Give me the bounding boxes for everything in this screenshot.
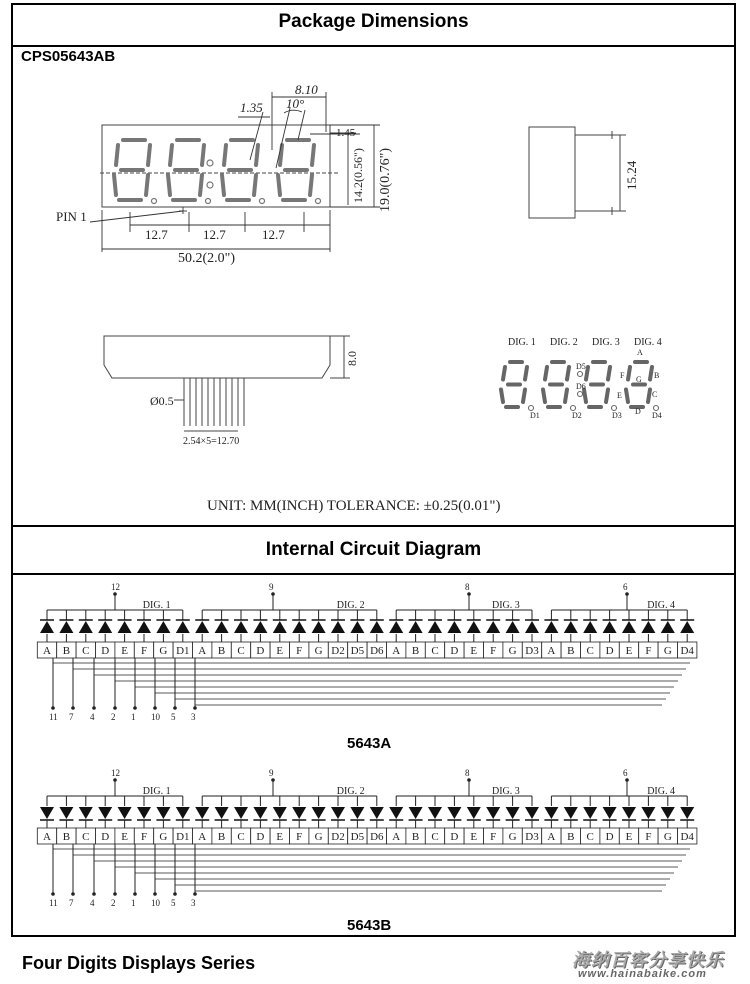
segment-cell-label: G — [663, 831, 672, 843]
segment-cell-label: E — [625, 831, 633, 843]
pin-dot — [193, 706, 197, 710]
circuit-5643a — [0, 580, 750, 760]
digit-label: DIG. 2 — [336, 786, 365, 797]
pin-dot — [173, 892, 177, 896]
led-diode — [98, 807, 112, 819]
led-diode — [680, 621, 694, 633]
segment-pin-number: 5 — [171, 712, 176, 722]
segment-cell-label: C — [586, 831, 594, 843]
dim-15-24: 15.24 — [624, 160, 639, 190]
seg-label: G — [636, 375, 642, 384]
segment-pin-number: 5 — [171, 898, 176, 908]
led-diode — [137, 807, 151, 819]
footer-series-title: Four Digits Displays Series — [22, 953, 256, 973]
led-diode — [253, 807, 267, 819]
segment — [200, 175, 202, 195]
led-diode — [661, 807, 675, 819]
segment — [312, 145, 314, 165]
led-diode — [447, 807, 461, 819]
led-diode — [428, 807, 442, 819]
seg-label: D1 — [530, 411, 540, 420]
segment — [224, 145, 226, 165]
led-diode — [564, 621, 578, 633]
pin-dot — [113, 706, 117, 710]
segment-cell-label: B — [217, 831, 226, 843]
segment-cell-label: A — [43, 645, 51, 657]
segment — [116, 145, 118, 165]
segment-cell-label: E — [121, 645, 128, 657]
divider — [13, 573, 734, 575]
seg-label: D5 — [576, 362, 586, 371]
pin-dot — [51, 892, 55, 896]
led-diode — [428, 621, 442, 633]
segment-cell-label: D1 — [176, 645, 190, 657]
led-diode — [447, 621, 461, 633]
segment — [565, 390, 567, 403]
segment — [256, 145, 258, 165]
segment-pin-number: 1 — [131, 712, 136, 722]
led-diode — [215, 807, 229, 819]
segment-cell-label: E — [276, 645, 284, 657]
segment — [278, 175, 280, 195]
segment-cell-label: F — [296, 831, 303, 843]
segment-cell-label: F — [645, 831, 652, 843]
led-diode — [370, 807, 384, 819]
led-diode — [389, 621, 403, 633]
led-diode — [525, 621, 539, 633]
digit-label: DIG. 4 — [647, 600, 675, 611]
led-diode — [467, 807, 481, 819]
segment — [525, 367, 527, 380]
front-view-digits — [114, 140, 321, 204]
watermark-url: www.hainabaike.com — [578, 968, 707, 980]
colon-dot — [207, 160, 213, 166]
led-diode — [79, 807, 93, 819]
segment — [586, 367, 588, 380]
segment-pin-number: 3 — [191, 712, 196, 722]
digit-pin-number: 6 — [623, 768, 628, 778]
digit-pin-number: 6 — [623, 582, 628, 592]
led-diode — [486, 621, 500, 633]
led-diode — [350, 807, 364, 819]
segment-cell-label: D — [605, 831, 614, 843]
segment-cell-label: C — [431, 831, 439, 843]
decimal-point — [316, 199, 321, 204]
segment-cell-label: F — [296, 645, 303, 657]
segment-cell-label: G — [314, 831, 323, 843]
pin-dot — [71, 892, 75, 896]
segment — [222, 175, 224, 195]
segment-cell-label: A — [392, 645, 401, 657]
segment-cell-label: A — [547, 645, 556, 657]
segment-cell-label: B — [411, 645, 420, 657]
led-diode — [118, 807, 132, 819]
segment — [503, 367, 505, 380]
dim-12-7: 12.7 — [145, 227, 168, 242]
led-diode — [273, 621, 287, 633]
led-diode — [98, 621, 112, 633]
segment — [608, 367, 610, 380]
led-diode — [312, 807, 326, 819]
segment-cell-label: D — [256, 831, 265, 843]
dim-10-deg: 10° — [286, 96, 305, 111]
led-diode — [544, 621, 558, 633]
seg-label: F — [620, 371, 625, 380]
segment — [628, 367, 630, 380]
colon-dot — [578, 392, 583, 397]
segment-cell-label: B — [567, 831, 575, 843]
led-diode — [331, 807, 345, 819]
led-diode — [312, 621, 326, 633]
digit-pin-number: 12 — [111, 582, 120, 592]
pin-dot — [467, 592, 471, 596]
led-diode — [292, 621, 306, 633]
led-diode — [641, 621, 655, 633]
seg-label: D2 — [572, 411, 582, 420]
pin-dot — [625, 592, 629, 596]
led-diode — [253, 621, 267, 633]
led-diode — [409, 807, 423, 819]
segment-cell-label: D4 — [680, 645, 694, 657]
segment-pin-number: 7 — [69, 898, 74, 908]
dim-8-0: 8.0 — [345, 351, 359, 366]
segment — [168, 175, 170, 195]
led-diode — [292, 807, 306, 819]
segment-cell-label: C — [82, 645, 90, 657]
seg-label: A — [637, 348, 643, 357]
segment-cell-label: F — [490, 645, 497, 657]
led-diode — [603, 621, 617, 633]
dim-19-0: 19.0(0.76") — [378, 147, 393, 212]
digit-label: DIG. 1 — [142, 600, 171, 611]
led-diode — [40, 621, 54, 633]
dim-50-2: 50.2(2.0") — [178, 251, 236, 266]
led-diode — [195, 807, 209, 819]
segment — [170, 145, 172, 165]
segment-pin-number: 2 — [111, 898, 116, 908]
pin-dot — [113, 592, 117, 596]
digit-label: DIG. 3 — [492, 786, 520, 797]
seg-label: D3 — [612, 411, 622, 420]
led-diode — [137, 621, 151, 633]
segment-cell-label: F — [490, 831, 497, 843]
pin-dot — [625, 778, 629, 782]
segment-cell-label: A — [547, 831, 556, 843]
led-diode — [331, 621, 345, 633]
unit-tolerance-note: UNIT: MM(INCH) TOLERANCE: ±0.25(0.01") — [207, 498, 501, 514]
segment-cell-label: B — [217, 645, 226, 657]
segment-cell-label: D — [450, 645, 459, 657]
pin-dot — [92, 706, 96, 710]
segment-cell-label: D — [256, 645, 265, 657]
segment-cell-label: E — [470, 645, 478, 657]
segment-cell-label: G — [314, 645, 323, 657]
segment-cell-label: C — [237, 831, 245, 843]
led-diode — [486, 807, 500, 819]
decimal-point — [260, 199, 265, 204]
colon-dot — [207, 182, 213, 188]
pin-dot — [71, 706, 75, 710]
led-diode — [389, 807, 403, 819]
pin-dot — [173, 706, 177, 710]
segment-cell-label: C — [431, 645, 439, 657]
decimal-point — [206, 199, 211, 204]
segment-cell-label: D1 — [176, 831, 190, 843]
side-view — [529, 127, 626, 218]
front-view-body — [102, 125, 330, 207]
segment-cell-label: D — [450, 831, 459, 843]
digit-label: DIG. 3 — [492, 600, 520, 611]
led-diode — [603, 807, 617, 819]
segment-cell-label: C — [586, 645, 594, 657]
segment-cell-label: D5 — [350, 831, 365, 843]
segment-cell-label: B — [62, 831, 71, 843]
led-diode — [195, 621, 209, 633]
digit-pin-number: 12 — [111, 768, 120, 778]
segment-cell-label: D — [101, 645, 110, 657]
segment-pin-number: 3 — [191, 898, 196, 908]
segment-cell-label: F — [140, 645, 148, 657]
pin-dot — [153, 892, 157, 896]
seg-label: D6 — [576, 382, 586, 391]
seg-label: C — [652, 390, 658, 399]
dim-12-7: 12.7 — [262, 227, 285, 242]
segment-cell-label: D2 — [331, 831, 345, 843]
segment-cell-label: E — [121, 831, 128, 843]
led-diode — [467, 621, 481, 633]
segment — [650, 367, 652, 380]
segment — [254, 175, 256, 195]
led-diode — [176, 621, 190, 633]
digit-label: DIG. 1 — [508, 337, 536, 348]
segment-cell-label: D5 — [350, 645, 365, 657]
pin-dot — [51, 706, 55, 710]
segment-cell-label: G — [663, 645, 672, 657]
led-diode — [409, 621, 423, 633]
digit-label: DIG. 4 — [647, 786, 675, 797]
segment-cell-label: D3 — [525, 645, 539, 657]
led-diode — [583, 807, 597, 819]
pin-dot — [113, 892, 117, 896]
segment — [148, 145, 150, 165]
seg-label: E — [617, 391, 622, 400]
digit-label: DIG. 4 — [634, 337, 662, 348]
led-diode — [564, 807, 578, 819]
segment-cell-label: A — [392, 831, 401, 843]
part-number: CPS05643AB — [21, 48, 116, 65]
segment-pin-number: 4 — [90, 712, 95, 722]
segment-cell-label: D6 — [370, 645, 384, 657]
segment — [567, 367, 569, 380]
circuit-diagram-heading: Internal Circuit Diagram — [265, 539, 482, 560]
segment-cell-label: B — [567, 645, 575, 657]
circuit-b-title: 5643B — [347, 917, 392, 934]
seg-label: D — [635, 407, 641, 416]
led-diode — [59, 621, 73, 633]
led-diode — [506, 807, 520, 819]
digit-label: DIG. 2 — [336, 600, 365, 611]
led-diode — [641, 807, 655, 819]
segment — [606, 390, 608, 403]
segment-cell-label: G — [508, 645, 517, 657]
digit-pin-number: 9 — [269, 768, 274, 778]
segment-cell-label: C — [82, 831, 90, 843]
segment — [202, 145, 204, 165]
segment-pin-number: 11 — [49, 898, 58, 908]
segment-cell-label: D6 — [370, 831, 384, 843]
digit-label: DIG. 2 — [550, 337, 578, 348]
segment-pin-number: 10 — [151, 898, 160, 908]
led-diode — [350, 621, 364, 633]
pin-dot — [113, 778, 117, 782]
led-diode — [544, 807, 558, 819]
segment-cell-label: F — [140, 831, 148, 843]
led-diode — [118, 621, 132, 633]
led-diode — [622, 807, 636, 819]
led-diode — [156, 807, 170, 819]
segment — [545, 367, 547, 380]
segment-cell-label: D4 — [680, 831, 694, 843]
segment-pin-number: 1 — [131, 898, 136, 908]
segment-pin-number: 7 — [69, 712, 74, 722]
pin-dot — [193, 892, 197, 896]
segment-cell-label: E — [276, 831, 284, 843]
led-diode — [234, 807, 248, 819]
segment-cell-label: B — [411, 831, 420, 843]
segment — [626, 390, 628, 403]
segment — [648, 390, 650, 403]
led-diode — [622, 621, 636, 633]
led-diode — [215, 621, 229, 633]
segment-pin-number: 11 — [49, 712, 58, 722]
segment-pin-number: 4 — [90, 898, 95, 908]
pin-dot — [133, 706, 137, 710]
watermark-chinese: 海纳百客分享快乐 — [572, 950, 724, 970]
segment-pin-number: 2 — [111, 712, 116, 722]
dim-8-10: 8.10 — [295, 82, 318, 97]
divider — [13, 525, 734, 527]
segment — [310, 175, 312, 195]
seg-label: D4 — [652, 411, 662, 420]
pin1-label: PIN 1 — [56, 209, 87, 224]
circuit-a-title: 5643A — [347, 735, 392, 752]
segment-cell-label: C — [237, 645, 245, 657]
seg-label: B — [654, 371, 660, 380]
segment — [584, 390, 586, 403]
led-diode — [59, 807, 73, 819]
led-diode — [79, 621, 93, 633]
bottom-view — [104, 336, 350, 431]
digit-pin-number: 9 — [269, 582, 274, 592]
segment — [523, 390, 525, 403]
segment-cell-label: D — [605, 645, 614, 657]
colon-dot — [578, 372, 583, 377]
segment-cell-label: D — [101, 831, 110, 843]
segment-pin-number: 10 — [151, 712, 160, 722]
led-diode — [370, 621, 384, 633]
segment-cell-label: E — [470, 831, 478, 843]
led-diode — [156, 621, 170, 633]
segment — [501, 390, 503, 403]
decimal-point — [571, 406, 576, 411]
pin-dot — [271, 778, 275, 782]
segment-cell-label: F — [645, 645, 652, 657]
dim-14-2: 14.2(0.56") — [351, 148, 365, 203]
digit-pin-number: 8 — [465, 768, 470, 778]
dim-1-35: 1.35 — [240, 100, 263, 115]
dim-12-7: 12.7 — [203, 227, 226, 242]
digit-label: DIG. 1 — [142, 786, 171, 797]
segment — [146, 175, 148, 195]
pin-dot — [467, 778, 471, 782]
pin-dot — [271, 592, 275, 596]
led-diode — [680, 807, 694, 819]
segment-cell-label: A — [198, 645, 207, 657]
package-dimensions-heading: Package Dimensions — [278, 11, 469, 32]
led-diode — [583, 621, 597, 633]
pin-dot — [133, 892, 137, 896]
led-diode — [525, 807, 539, 819]
segment-cell-label: G — [508, 831, 517, 843]
segment — [114, 175, 116, 195]
decimal-point — [152, 199, 157, 204]
segment-cell-label: D3 — [525, 831, 539, 843]
digit-pin-number: 8 — [465, 582, 470, 592]
decimal-point — [529, 406, 534, 411]
segment-cell-label: G — [159, 645, 168, 657]
digit-label: DIG. 3 — [592, 337, 620, 348]
pin-dot — [153, 706, 157, 710]
led-diode — [234, 621, 248, 633]
decimal-point — [612, 406, 617, 411]
segment-cell-label: E — [625, 645, 633, 657]
segment-cell-label: G — [159, 831, 168, 843]
led-diode — [273, 807, 287, 819]
led-diode — [40, 807, 54, 819]
dim-0-5: Ø0.5 — [150, 394, 174, 408]
segment — [543, 390, 545, 403]
segment-cell-label: A — [198, 831, 207, 843]
segment-cell-label: B — [62, 645, 71, 657]
dim-1-45: 1.45 — [336, 127, 356, 139]
dim-2-54: 2.54×5=12.70 — [183, 436, 240, 447]
segment-cell-label: D2 — [331, 645, 345, 657]
pin-dot — [92, 892, 96, 896]
led-diode — [661, 621, 675, 633]
segment-cell-label: A — [43, 831, 51, 843]
led-diode — [176, 807, 190, 819]
decimal-point — [654, 406, 659, 411]
led-diode — [506, 621, 520, 633]
